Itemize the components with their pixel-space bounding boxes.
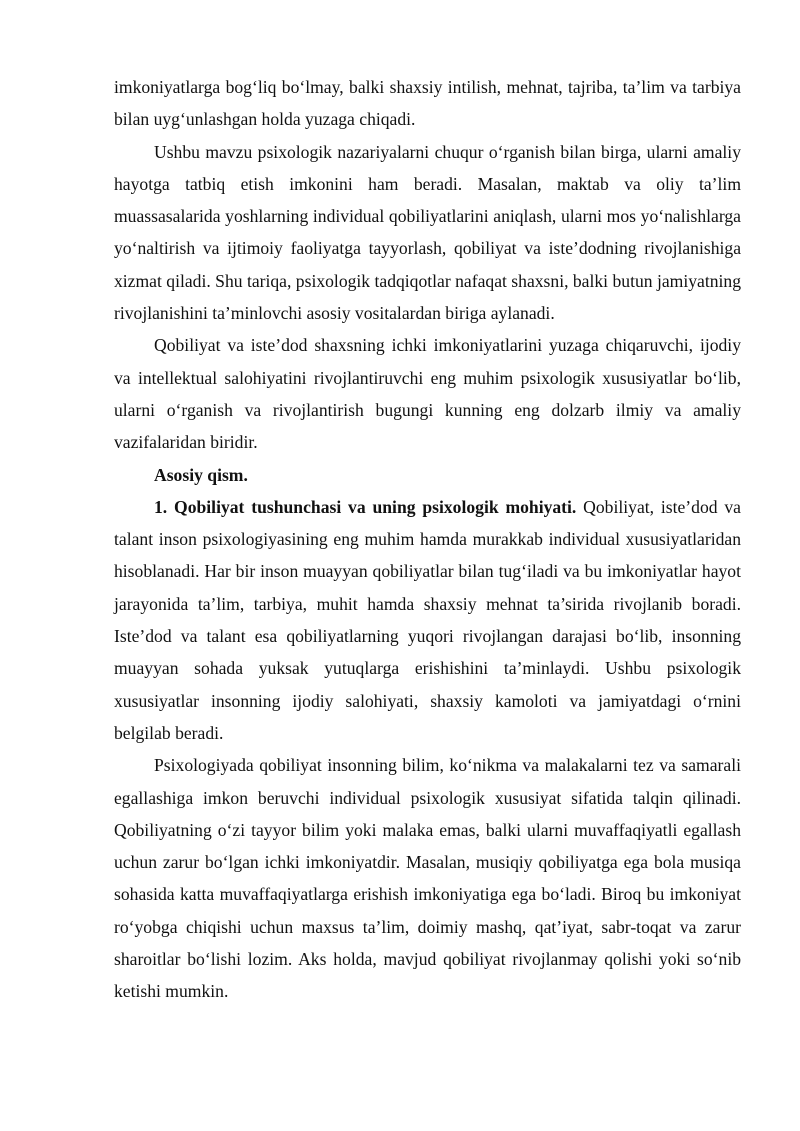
- paragraph-topic-application: Ushbu mavzu psixologik nazariyalarni chuqur o‘rganish bilan birga, ularni amaliy hayotga tatbiq etish imkonini ham beradi. Masalan, maktab va oliy ta’lim muassasalarida yoshlarning individual qobiliyatlarini aniqlash, ularni mos yo‘nalishlarga yo‘naltirish va ijtimoiy faoliyatga tayyorlash, qobiliyat va iste’dodning rivojlanishiga xizmat qiladi. Shu tariqa, psixologik tadqiqotlar nafaqat shaxsni, balki butun jamiyatning rivojlanishini ta’minlovchi asosiy vositalardan biriga aylanadi.: [114, 141, 741, 324]
- section-1-paragraph: [114, 491, 741, 749]
- document-page: [114, 71, 741, 1008]
- paragraph-ability-talent: Qobiliyat va iste’dod shaxsning ichki imkoniyatlarini yuzaga chiqaruvchi, ijodiy va intellektual salohiyatini rivojlantiruvchi eng muhim psixologik xususiyatlar bo‘lib, ularni o‘rganish va rivojlantirish bugungi kunning eng dolzarb ilmiy va amaliy vazifalaridan biridir.: [114, 335, 741, 453]
- paragraph-psychology-ability: Psixologiyada qobiliyat insonning bilim, ko‘nikma va malakalarni tez va samarali egallashiga imkon beruvchi individual psixologik xususiyat sifatida talqin qilinadi. Qobiliyatning o‘zi tayyor bilim yoki malaka emas, balki ularni muvaffaqiyatli egallash uchun zarur bo‘lgan ichki imkoniyatdir. Masalan, musiqiy qobiliyatga ega bola musiqa sohasida katta muvaffaqiyatlarga erishish imkoniyatiga ega bo‘ladi. Biroq bu imkoniyat ro‘yobga chiqishi uchun maxsus ta’lim, doimiy mashq, qat’iyat, sabr-toqat va zarur sharoitlar bo‘lishi lozim. Aks holda, mavjud qobiliyat rivojlanmay qolishi yoki so‘nib ketishi mumkin.: [114, 755, 741, 1002]
- paragraph-continuation: imkoniyatlarga bog‘liq bo‘lmay, balki shaxsiy intilish, mehnat, tajriba, ta’lim va tarbiya bilan uyg‘unlashgan holda yuzaga chiqadi.: [114, 77, 741, 130]
- main-part-heading: Asosiy qism.: [154, 464, 248, 485]
- section-1-text: Qobiliyat, iste’dod va talant inson psixologiyasining eng muhim hamda murakkab individual xususiyatlaridan hisoblanadi. Har bir inson muayyan qobiliyatlar bilan tug‘iladi va bu imkoniyatlar hayot jarayonida ta’lim, tarbiya, muhit hamda shaxsiy mehnat ta’sirida rivojlanib boradi. Iste’dod va talant esa qobiliyatlarning yuqori rivojlangan darajasi bo‘lib, insonning muayyan sohada yuksak yutuqlarga erishishini ta’minlaydi. Ushbu psixologik xususiyatlar insonning ijodiy salohiyati, shaxsiy kamoloti va jamiyatdagi o‘rnini belgilab beradi.: [114, 496, 741, 743]
- section-1-heading: 1. Qobiliyat tushunchasi va uning psixologik mohiyati.: [154, 496, 577, 517]
